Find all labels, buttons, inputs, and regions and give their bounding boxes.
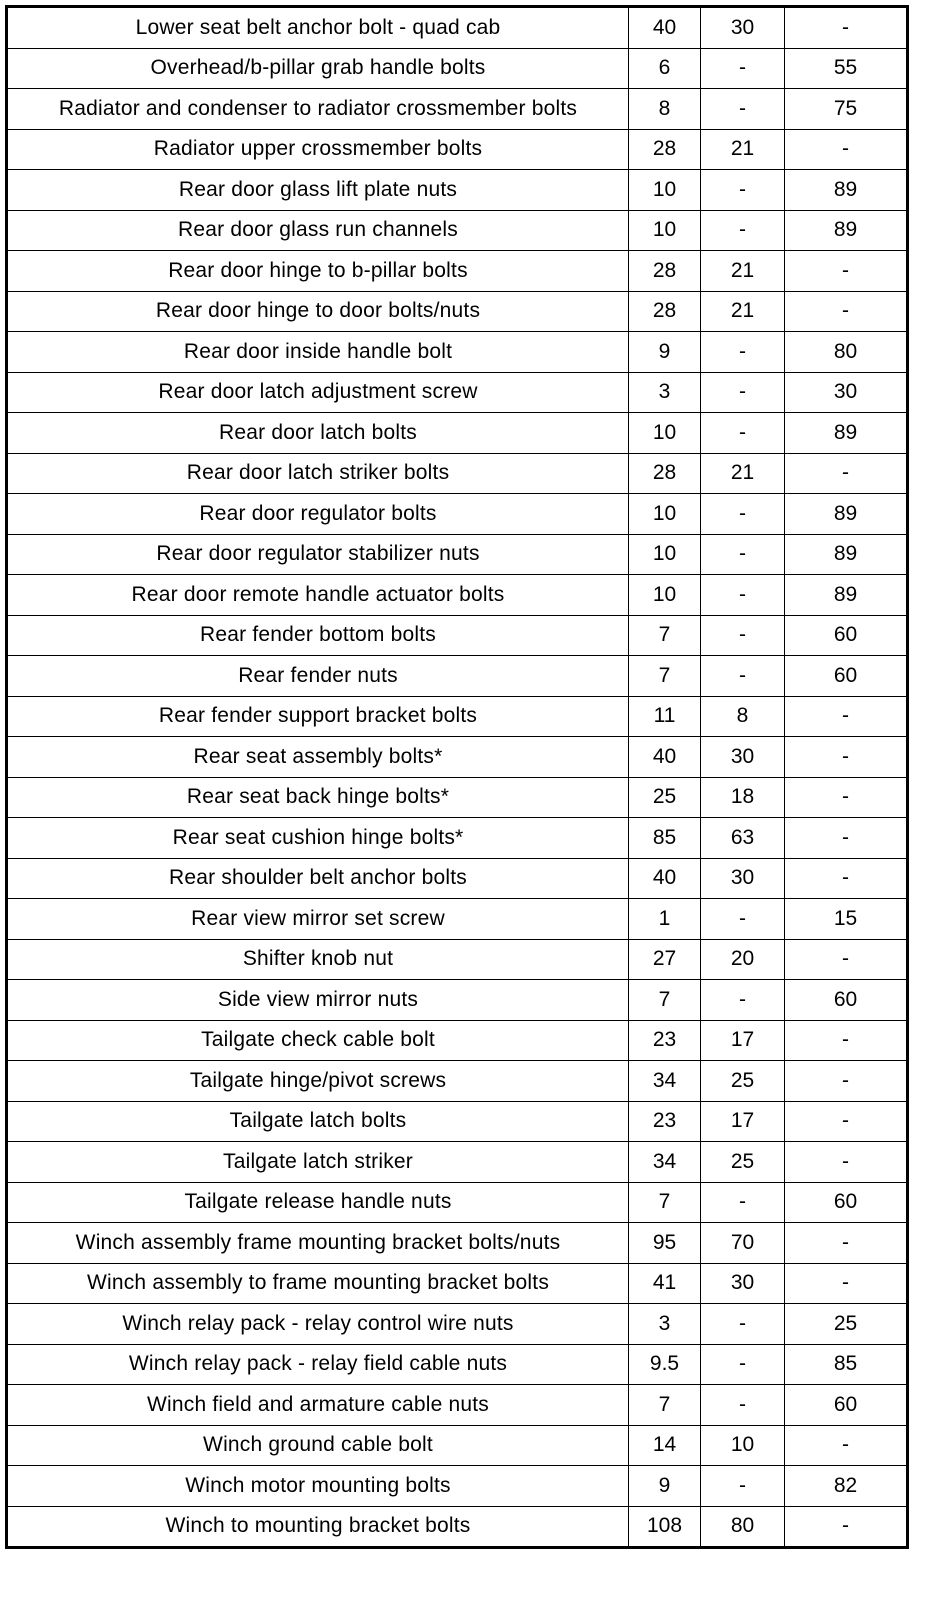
- torque-lb-in-value: 15: [785, 899, 908, 940]
- torque-lb-ft-value: -: [701, 494, 785, 535]
- torque-nm-value: 25: [629, 777, 701, 818]
- torque-nm-value: 28: [629, 251, 701, 292]
- torque-nm-value: 9.5: [629, 1344, 701, 1385]
- component-description: Rear fender support bracket bolts: [7, 696, 629, 737]
- component-description: Rear door regulator stabilizer nuts: [7, 534, 629, 575]
- torque-lb-ft-value: -: [701, 615, 785, 656]
- component-description: Side view mirror nuts: [7, 980, 629, 1021]
- component-description: Winch motor mounting bolts: [7, 1466, 629, 1507]
- torque-nm-value: 9: [629, 332, 701, 373]
- torque-lb-in-value: 85: [785, 1344, 908, 1385]
- component-description: Winch relay pack - relay field cable nuts: [7, 1344, 629, 1385]
- torque-lb-ft-value: -: [701, 1182, 785, 1223]
- table-row: [7, 494, 908, 535]
- table-row: [7, 372, 908, 413]
- component-description: Rear fender nuts: [7, 656, 629, 697]
- torque-nm-value: 7: [629, 980, 701, 1021]
- torque-lb-ft-value: -: [701, 413, 785, 454]
- torque-nm-value: 1: [629, 899, 701, 940]
- table-row: [7, 858, 908, 899]
- torque-lb-ft-value: -: [701, 899, 785, 940]
- table-row: [7, 656, 908, 697]
- component-description: Rear door regulator bolts: [7, 494, 629, 535]
- torque-nm-value: 10: [629, 534, 701, 575]
- torque-nm-value: 40: [629, 858, 701, 899]
- component-description: Radiator upper crossmember bolts: [7, 129, 629, 170]
- component-description: Rear seat cushion hinge bolts*: [7, 818, 629, 859]
- table-row: [7, 453, 908, 494]
- torque-nm-value: 28: [629, 453, 701, 494]
- torque-lb-in-value: -: [785, 453, 908, 494]
- torque-lb-in-value: 30: [785, 372, 908, 413]
- torque-nm-value: 6: [629, 48, 701, 89]
- torque-lb-ft-value: 63: [701, 818, 785, 859]
- component-description: Tailgate release handle nuts: [7, 1182, 629, 1223]
- torque-lb-in-value: 60: [785, 1182, 908, 1223]
- torque-lb-ft-value: 10: [701, 1425, 785, 1466]
- component-description: Winch assembly to frame mounting bracket bolts: [7, 1263, 629, 1304]
- torque-nm-value: 40: [629, 737, 701, 778]
- torque-lb-ft-value: 80: [701, 1506, 785, 1548]
- table-row: [7, 534, 908, 575]
- component-description: Rear door latch adjustment screw: [7, 372, 629, 413]
- table-row: [7, 1020, 908, 1061]
- table-row: [7, 615, 908, 656]
- torque-lb-in-value: 82: [785, 1466, 908, 1507]
- torque-lb-ft-value: 21: [701, 129, 785, 170]
- table-row: [7, 1466, 908, 1507]
- component-description: Lower seat belt anchor bolt - quad cab: [7, 7, 629, 49]
- component-description: Tailgate latch bolts: [7, 1101, 629, 1142]
- torque-lb-ft-value: 25: [701, 1142, 785, 1183]
- torque-lb-ft-value: 8: [701, 696, 785, 737]
- torque-nm-value: 95: [629, 1223, 701, 1264]
- component-description: Rear door remote handle actuator bolts: [7, 575, 629, 616]
- torque-lb-in-value: 89: [785, 494, 908, 535]
- torque-nm-value: 11: [629, 696, 701, 737]
- torque-nm-value: 40: [629, 7, 701, 49]
- torque-lb-ft-value: 30: [701, 858, 785, 899]
- torque-lb-in-value: -: [785, 1142, 908, 1183]
- torque-nm-value: 7: [629, 1182, 701, 1223]
- torque-lb-in-value: 89: [785, 210, 908, 251]
- torque-lb-in-value: -: [785, 1101, 908, 1142]
- component-description: Tailgate check cable bolt: [7, 1020, 629, 1061]
- table-row: [7, 170, 908, 211]
- torque-lb-in-value: -: [785, 291, 908, 332]
- torque-nm-value: 10: [629, 413, 701, 454]
- torque-lb-in-value: -: [785, 777, 908, 818]
- torque-lb-in-value: 60: [785, 1385, 908, 1426]
- torque-lb-ft-value: -: [701, 332, 785, 373]
- torque-lb-in-value: -: [785, 818, 908, 859]
- torque-nm-value: 41: [629, 1263, 701, 1304]
- torque-lb-in-value: -: [785, 858, 908, 899]
- torque-lb-ft-value: 17: [701, 1020, 785, 1061]
- table-row: [7, 1304, 908, 1345]
- table-row: [7, 251, 908, 292]
- component-description: Winch ground cable bolt: [7, 1425, 629, 1466]
- table-row: [7, 696, 908, 737]
- table-row: [7, 1506, 908, 1548]
- torque-lb-ft-value: 17: [701, 1101, 785, 1142]
- torque-spec-table: [5, 5, 909, 1549]
- component-description: Winch relay pack - relay control wire nuts: [7, 1304, 629, 1345]
- torque-lb-in-value: 60: [785, 656, 908, 697]
- torque-lb-ft-value: 21: [701, 453, 785, 494]
- table-row: [7, 1061, 908, 1102]
- torque-nm-value: 3: [629, 372, 701, 413]
- torque-lb-ft-value: 70: [701, 1223, 785, 1264]
- torque-nm-value: 34: [629, 1142, 701, 1183]
- torque-nm-value: 14: [629, 1425, 701, 1466]
- torque-lb-ft-value: 30: [701, 737, 785, 778]
- torque-lb-in-value: -: [785, 129, 908, 170]
- component-description: Rear door latch striker bolts: [7, 453, 629, 494]
- torque-nm-value: 9: [629, 1466, 701, 1507]
- table-row: [7, 129, 908, 170]
- torque-lb-in-value: 89: [785, 170, 908, 211]
- table-row: [7, 332, 908, 373]
- table-row: [7, 1182, 908, 1223]
- torque-lb-in-value: -: [785, 1425, 908, 1466]
- torque-lb-in-value: -: [785, 251, 908, 292]
- torque-lb-ft-value: -: [701, 534, 785, 575]
- table-row: [7, 48, 908, 89]
- torque-lb-ft-value: -: [701, 1466, 785, 1507]
- table-row: [7, 575, 908, 616]
- table-row: [7, 291, 908, 332]
- component-description: Winch assembly frame mounting bracket bolts/nuts: [7, 1223, 629, 1264]
- torque-nm-value: 10: [629, 494, 701, 535]
- torque-lb-ft-value: 21: [701, 251, 785, 292]
- torque-nm-value: 108: [629, 1506, 701, 1548]
- torque-lb-in-value: 80: [785, 332, 908, 373]
- torque-lb-in-value: -: [785, 1506, 908, 1548]
- table-row: [7, 413, 908, 454]
- torque-lb-in-value: 55: [785, 48, 908, 89]
- torque-lb-ft-value: -: [701, 980, 785, 1021]
- torque-lb-ft-value: 20: [701, 939, 785, 980]
- torque-lb-in-value: -: [785, 1061, 908, 1102]
- torque-lb-ft-value: -: [701, 48, 785, 89]
- table-row: [7, 89, 908, 130]
- component-description: Rear door hinge to b-pillar bolts: [7, 251, 629, 292]
- component-description: Rear door latch bolts: [7, 413, 629, 454]
- component-description: Rear view mirror set screw: [7, 899, 629, 940]
- component-description: Radiator and condenser to radiator crossmember bolts: [7, 89, 629, 130]
- torque-nm-value: 85: [629, 818, 701, 859]
- torque-nm-value: 23: [629, 1101, 701, 1142]
- torque-nm-value: 7: [629, 1385, 701, 1426]
- torque-nm-value: 10: [629, 210, 701, 251]
- torque-lb-ft-value: 25: [701, 1061, 785, 1102]
- torque-lb-ft-value: 30: [701, 1263, 785, 1304]
- torque-lb-ft-value: 21: [701, 291, 785, 332]
- component-description: Rear shoulder belt anchor bolts: [7, 858, 629, 899]
- torque-nm-value: 34: [629, 1061, 701, 1102]
- table-row: [7, 737, 908, 778]
- torque-nm-value: 3: [629, 1304, 701, 1345]
- table-row: [7, 1385, 908, 1426]
- torque-nm-value: 10: [629, 575, 701, 616]
- torque-lb-in-value: 75: [785, 89, 908, 130]
- table-row: [7, 7, 908, 49]
- torque-nm-value: 28: [629, 291, 701, 332]
- component-description: Winch field and armature cable nuts: [7, 1385, 629, 1426]
- torque-nm-value: 8: [629, 89, 701, 130]
- torque-lb-in-value: 60: [785, 980, 908, 1021]
- torque-lb-in-value: -: [785, 7, 908, 49]
- table-row: [7, 980, 908, 1021]
- torque-lb-in-value: -: [785, 1020, 908, 1061]
- table-row: [7, 818, 908, 859]
- torque-lb-in-value: -: [785, 737, 908, 778]
- torque-lb-in-value: 89: [785, 534, 908, 575]
- torque-lb-ft-value: 18: [701, 777, 785, 818]
- torque-lb-ft-value: -: [701, 89, 785, 130]
- component-description: Rear door glass run channels: [7, 210, 629, 251]
- torque-spec-table-body: [7, 7, 908, 1548]
- component-description: Rear seat back hinge bolts*: [7, 777, 629, 818]
- torque-lb-in-value: -: [785, 1263, 908, 1304]
- torque-lb-in-value: -: [785, 696, 908, 737]
- component-description: Rear fender bottom bolts: [7, 615, 629, 656]
- torque-lb-in-value: 60: [785, 615, 908, 656]
- torque-lb-ft-value: -: [701, 170, 785, 211]
- table-row: [7, 1425, 908, 1466]
- component-description: Rear door inside handle bolt: [7, 332, 629, 373]
- torque-nm-value: 10: [629, 170, 701, 211]
- torque-lb-ft-value: -: [701, 1344, 785, 1385]
- component-description: Rear door glass lift plate nuts: [7, 170, 629, 211]
- table-row: [7, 1101, 908, 1142]
- torque-nm-value: 28: [629, 129, 701, 170]
- table-row: [7, 899, 908, 940]
- table-row: [7, 1223, 908, 1264]
- torque-lb-in-value: 89: [785, 413, 908, 454]
- component-description: Rear door hinge to door bolts/nuts: [7, 291, 629, 332]
- table-row: [7, 939, 908, 980]
- torque-nm-value: 23: [629, 1020, 701, 1061]
- table-row: [7, 1263, 908, 1304]
- component-description: Overhead/b-pillar grab handle bolts: [7, 48, 629, 89]
- component-description: Tailgate latch striker: [7, 1142, 629, 1183]
- torque-lb-ft-value: 30: [701, 7, 785, 49]
- torque-lb-in-value: 89: [785, 575, 908, 616]
- table-row: [7, 777, 908, 818]
- torque-lb-in-value: -: [785, 1223, 908, 1264]
- component-description: Rear seat assembly bolts*: [7, 737, 629, 778]
- component-description: Shifter knob nut: [7, 939, 629, 980]
- component-description: Winch to mounting bracket bolts: [7, 1506, 629, 1548]
- torque-lb-ft-value: -: [701, 210, 785, 251]
- torque-lb-ft-value: -: [701, 656, 785, 697]
- component-description: Tailgate hinge/pivot screws: [7, 1061, 629, 1102]
- torque-lb-ft-value: -: [701, 372, 785, 413]
- torque-lb-ft-value: -: [701, 1304, 785, 1345]
- torque-lb-in-value: -: [785, 939, 908, 980]
- torque-lb-ft-value: -: [701, 575, 785, 616]
- table-row: [7, 1142, 908, 1183]
- table-row: [7, 210, 908, 251]
- torque-nm-value: 7: [629, 656, 701, 697]
- table-row: [7, 1344, 908, 1385]
- torque-nm-value: 27: [629, 939, 701, 980]
- torque-lb-ft-value: -: [701, 1385, 785, 1426]
- torque-lb-in-value: 25: [785, 1304, 908, 1345]
- torque-nm-value: 7: [629, 615, 701, 656]
